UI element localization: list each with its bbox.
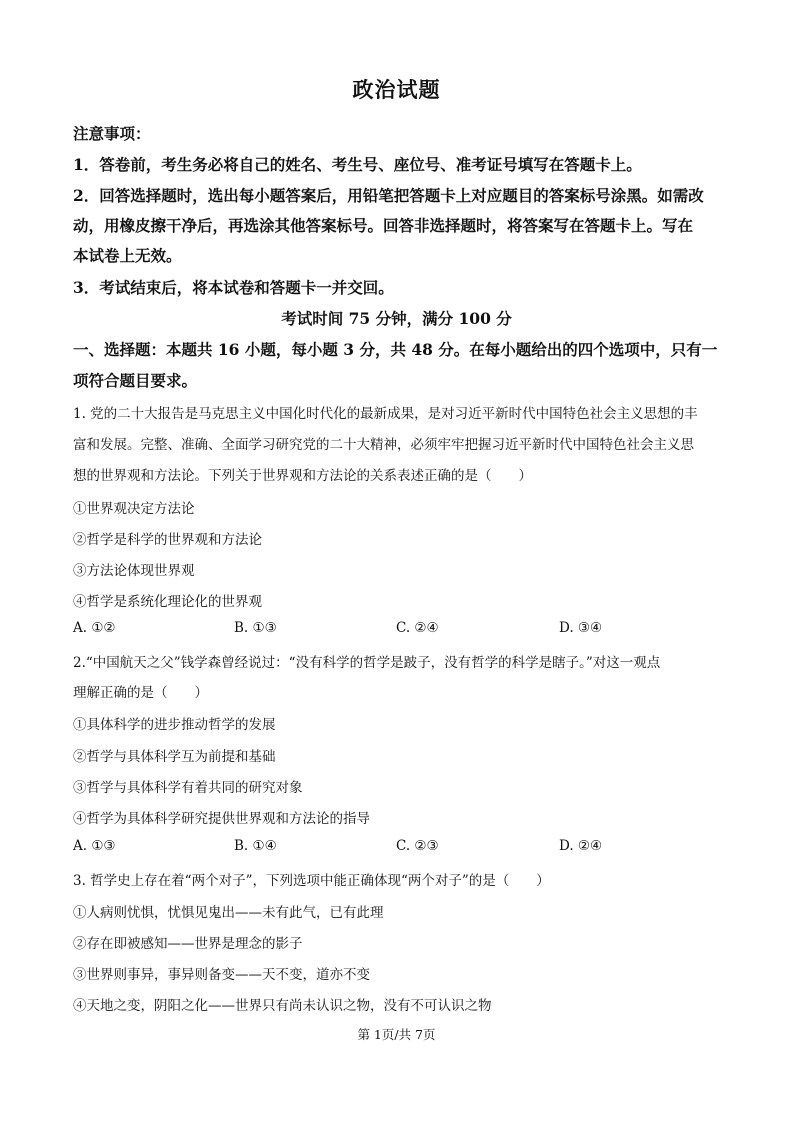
q2-text-line-2: 理解正确的是（ ） xyxy=(73,685,208,701)
q1-option-d: D. ③④ xyxy=(559,620,603,636)
q2-option-b: B. ①④ xyxy=(234,838,277,854)
page-title: 政治试题 xyxy=(352,77,441,102)
q2-option-c: C. ②③ xyxy=(396,838,439,854)
page-footer: 第 1页/共 7页 xyxy=(357,1027,436,1042)
q2-option-d: D. ②④ xyxy=(559,838,603,854)
q1-statement-1: ①世界观决定方法论 xyxy=(73,501,195,517)
q2-text-line-1: 2.“中国航天之父”钱学森曾经说过：“没有科学的哲学是跛子，没有哲学的科学是瞎子。”对这一观点 xyxy=(73,655,661,671)
q3-statement-1: ①人病则忧惧，忧惧见鬼出——未有此气，已有此理 xyxy=(73,905,384,921)
q1-text-line-2: 富和发展。完整、准确、全面学习研究党的二十大精神，必须牢牢把握习近平新时代中国特色社会主义思 xyxy=(73,437,694,453)
q1-option-a: A. ①② xyxy=(73,620,116,636)
q1-statement-3: ③方法论体现世界观 xyxy=(73,563,195,579)
q2-statement-3: ③哲学与具体科学有着共同的研究对象 xyxy=(73,780,303,796)
notice-item-2: 2．回答选择题时，选出每小题答案后，用铅笔把答题卡上对应题目的答案标号涂黑。如需改 xyxy=(73,186,704,205)
q2-statement-2: ②哲学与具体科学互为前提和基础 xyxy=(73,749,276,765)
q2-statement-1: ①具体科学的进步推动哲学的发展 xyxy=(73,717,276,733)
notice-item-2-cont: 动，用橡皮擦干净后，再选涂其他答案标号。回答非选择题时，将答案写在答题卡上。写在 xyxy=(73,216,694,235)
q1-text-line-3: 想的世界观和方法论。下列关于世界观和方法论的关系表述正确的是（ ） xyxy=(73,468,532,484)
q1-option-b: B. ①③ xyxy=(234,620,277,636)
section-heading-cont: 项符合题目要求。 xyxy=(73,371,198,390)
q3-statement-2: ②存在即被感知——世界是理念的影子 xyxy=(73,936,303,952)
q1-option-c: C. ②④ xyxy=(396,620,439,636)
q2-statement-4: ④哲学为具体科学研究提供世界观和方法论的指导 xyxy=(73,811,370,827)
exam-info: 考试时间 75 分钟，满分 100 分 xyxy=(281,309,512,328)
notice-item-2-end: 本试卷上无效。 xyxy=(73,246,182,265)
q3-statement-4: ④天地之变，阴阳之化——世界只有尚未认识之物，没有不可认识之物 xyxy=(73,998,492,1014)
q1-statement-4: ④哲学是系统化理论化的世界观 xyxy=(73,594,262,610)
notice-heading: 注意事项： xyxy=(73,124,151,143)
notice-item-3: 3．考试结束后，将本试卷和答题卡一并交回。 xyxy=(73,278,394,297)
q3-text-line-1: 3. 哲学史上存在着“两个对子”，下列选项中能正确体现“两个对子”的是（ ） xyxy=(73,873,550,889)
q3-statement-3: ③世界则事异，事异则备变——天不变，道亦不变 xyxy=(73,967,370,983)
q2-option-a: A. ①③ xyxy=(73,838,116,854)
notice-item-1: 1．答卷前，考生务必将自己的姓名、考生号、座位号、准考证号填写在答题卡上。 xyxy=(73,155,642,174)
q1-statement-2: ②哲学是科学的世界观和方法论 xyxy=(73,532,262,548)
section-heading: 一、选择题：本题共 16 小题，每小题 3 分，共 48 分。在每小题给出的四个选项中，只有一 xyxy=(73,340,718,359)
q1-text-line-1: 1. 党的二十大报告是马克思主义中国化时代化的最新成果，是对习近平新时代中国特色社会主义思想的丰 xyxy=(73,406,698,422)
